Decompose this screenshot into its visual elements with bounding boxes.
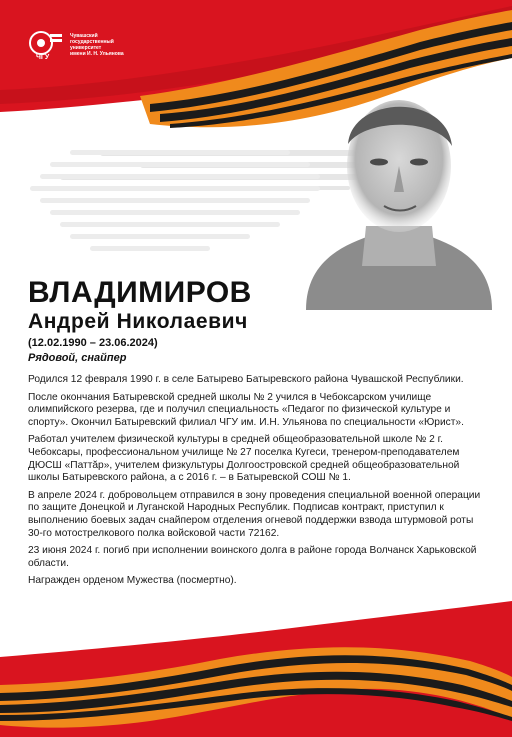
university-emblem-icon — [28, 30, 64, 60]
bio-paragraph: После окончания Батыревской средней школы № 2 учился в Чебоксарском училище олимпийского резерва, где и получил специальность «Педагог по физической культуре и спорту». Окончил Батыревский филиал ЧГУ им. И.Н. Ульянова по специальности «Юрист». — [28, 391, 464, 428]
surname: ВЛАДИМИРОВ — [28, 276, 252, 309]
map-background — [30, 140, 330, 270]
university-logo — [28, 30, 140, 60]
logo-line: Чувашский — [70, 33, 98, 39]
logo-line: имени И. Н. Ульянова — [70, 51, 124, 57]
military-rank: Рядовой, снайпер — [28, 352, 127, 364]
logo-caption — [70, 33, 140, 57]
logo-line: университет — [70, 45, 102, 51]
bio-paragraph: В апреле 2024 г. добровольцем отправился в зону проведения специальной военной операции по защите Донецкой и Луганской Народных Республик. Подписав контракт, приступил к выполнению боевых задач снайпером отделения огневой поддержки взвода штурмовой роты 30-го мотострелкового полка войсковой части 72162. — [28, 489, 481, 539]
bio-paragraph: Родился 12 февраля 1990 г. в селе Батырево Батыревского района Чувашской Республики. — [28, 374, 464, 385]
bio-paragraph: Работал учителем физической культуры в средней общеобразовательной школе № 2 г. Чебоксары, профессиональном училище № 27 поселка Кугеси, тренером-преподавателем ДЮСШ «Паттăр», учителем физкультуры Долгоостровской средней общеобразовательной школы Батыревского района, а с 2016 г. – в Батыревской СОШ № 1. — [28, 434, 460, 484]
bottom-ribbon-band — [0, 587, 512, 737]
portrait-photo — [286, 66, 512, 310]
life-dates: (12.02.1990 – 23.06.2024) — [28, 337, 158, 349]
bio-paragraph: Награжден орденом Мужества (посмертно). — [28, 575, 237, 587]
logo-brand: ЧГУ — [36, 54, 50, 60]
bio-paragraph: 23 июня 2024 г. погиб при исполнении воинского долга в районе города Волчанск Харьковской области. — [28, 545, 477, 569]
logo-line: государственный — [70, 39, 114, 45]
biography — [28, 374, 483, 593]
given-names: Андрей Николаевич — [28, 310, 248, 333]
